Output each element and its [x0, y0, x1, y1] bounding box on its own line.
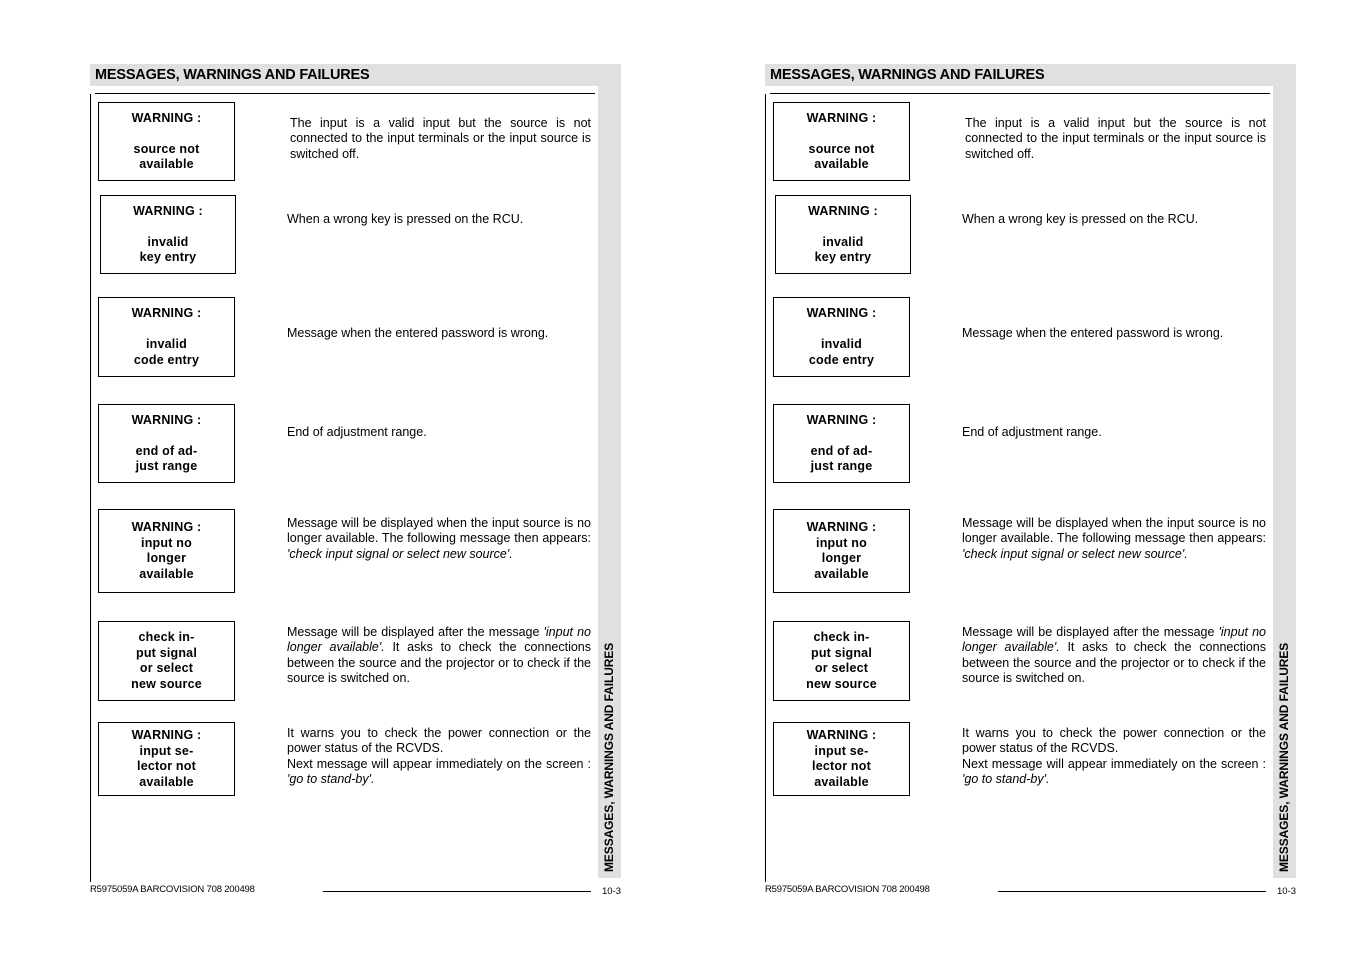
message-box-line: put signal — [810, 645, 873, 660]
description-text: When a wrong key is pressed on the RCU. — [962, 212, 1199, 226]
message-box-line: or select — [139, 661, 194, 675]
message-box — [98, 722, 235, 796]
message-box-line — [774, 126, 909, 142]
message-box — [773, 621, 910, 701]
footer-divider — [323, 891, 591, 892]
message-description — [962, 212, 1266, 227]
footer-doc-ref: R5975059A BARCOVISION 708 200498 — [90, 884, 255, 895]
message-box-line: longer — [146, 551, 187, 565]
message-box — [773, 102, 910, 181]
header-divider — [770, 93, 1270, 94]
message-box-line: source not — [808, 141, 875, 156]
message-box-line — [99, 322, 234, 338]
description-text: Message will be displayed after the message — [962, 625, 1219, 639]
description-text: The input is a valid input but the source is not connected to the input terminals or the input source is switched off. — [965, 116, 1266, 161]
message-description — [287, 212, 591, 227]
message-box-line: WARNING : — [131, 520, 202, 534]
quoted-message-text: 'check input signal or select new source'. — [287, 546, 513, 561]
message-box — [98, 621, 235, 701]
document-page-right — [675, 0, 1350, 954]
message-description — [965, 116, 1266, 162]
message-box — [98, 102, 235, 181]
message-box-line: check in- — [813, 630, 870, 644]
message-box — [98, 509, 235, 593]
message-box — [773, 722, 910, 796]
message-box-line: WARNING : — [806, 412, 877, 427]
message-box-line: check in- — [138, 630, 195, 644]
message-box-line: input se- — [139, 743, 194, 758]
message-box-line: available — [814, 157, 869, 171]
description-text: It asks to check the connections between the source and the projector or to check if the source is switched on. — [287, 640, 592, 685]
message-box-line: lector not — [137, 759, 196, 773]
page-title: MESSAGES, WARNINGS AND FAILURES — [770, 67, 1045, 83]
message-box-line: invalid — [822, 234, 864, 249]
footer-divider — [998, 891, 1266, 892]
description-text: Message when the entered password is wrong. — [287, 326, 549, 340]
message-box-line: WARNING : — [806, 110, 877, 125]
message-box-line — [774, 322, 909, 338]
message-description — [962, 425, 1266, 440]
side-tab-label: MESSAGES, WARNINGS AND FAILURES — [602, 642, 616, 872]
message-description — [962, 326, 1266, 341]
quoted-message-text: 'go to stand-by'. — [962, 771, 1050, 786]
message-description — [287, 516, 591, 562]
message-box-line: WARNING : — [808, 203, 878, 218]
description-text: Message will be displayed when the input source is no longer available. The following message then appears: — [287, 516, 591, 546]
header-divider — [95, 93, 595, 94]
message-box — [100, 195, 236, 274]
message-description — [287, 625, 591, 686]
description-text: It warns you to check the power connection or the power status of the RCVDS. — [962, 726, 1266, 756]
message-description — [287, 425, 591, 440]
footer-page-number: 10-3 — [602, 886, 622, 897]
left-margin-rule — [765, 94, 766, 882]
message-box-line: end of ad- — [135, 443, 198, 458]
message-box-line — [774, 428, 909, 444]
message-box-line: WARNING : — [806, 728, 877, 742]
message-box-line: available — [139, 774, 194, 789]
message-box-line: input se- — [814, 743, 869, 758]
message-box-line: new source — [131, 676, 202, 691]
message-box-line: new source — [806, 676, 877, 691]
message-box-line: WARNING : — [133, 203, 203, 218]
document-page-left — [0, 0, 675, 954]
description-text: Next message will appear immediately on the screen : — [962, 756, 1266, 771]
message-box — [773, 297, 910, 377]
description-text: End of adjustment range. — [287, 425, 427, 439]
message-box-line — [101, 219, 235, 235]
message-box-line: invalid — [821, 337, 862, 351]
message-box-line: invalid — [146, 337, 187, 351]
quoted-message-text: 'check input signal or select new source'. — [962, 546, 1188, 561]
message-box-line: code entry — [133, 352, 200, 367]
message-box-line: WARNING : — [806, 520, 877, 534]
description-text: Message when the entered password is wrong. — [962, 326, 1224, 340]
message-box-line — [776, 219, 910, 235]
quoted-message-text: 'go to stand-by'. — [287, 771, 375, 786]
message-box-line: source not — [133, 141, 200, 156]
message-box-line: lector not — [812, 759, 871, 773]
message-description — [962, 625, 1266, 686]
message-box-line: WARNING : — [131, 110, 202, 125]
message-box-line: WARNING : — [806, 306, 877, 320]
message-box — [98, 404, 235, 483]
message-box-line: WARNING : — [131, 306, 202, 320]
quoted-message-text: 'input no longer available'. — [962, 625, 1266, 655]
message-box-line: longer — [821, 551, 862, 565]
message-description — [287, 726, 591, 787]
message-box — [773, 404, 910, 483]
message-box-line — [99, 126, 234, 142]
message-box-line: available — [139, 157, 194, 171]
message-box-line: available — [814, 566, 869, 581]
message-box-line: key entry — [139, 250, 197, 264]
message-box-line — [99, 428, 234, 444]
description-text: When a wrong key is pressed on the RCU. — [287, 212, 524, 226]
footer-page-number: 10-3 — [1277, 886, 1297, 897]
message-box-line: just range — [810, 459, 873, 473]
message-box-line: available — [814, 774, 869, 789]
message-description — [287, 326, 591, 341]
message-box-line: or select — [814, 661, 869, 675]
description-text: It asks to check the connections between the source and the projector or to check if the source is switched on. — [962, 640, 1267, 685]
description-text: The input is a valid input but the source is not connected to the input terminals or the input source is switched off. — [290, 116, 591, 161]
message-description — [290, 116, 591, 162]
message-box — [773, 509, 910, 593]
side-tab-label: MESSAGES, WARNINGS AND FAILURES — [1277, 642, 1291, 872]
description-text: Next message will appear immediately on the screen : — [287, 756, 591, 771]
message-box-line: WARNING : — [131, 728, 202, 742]
description-text: End of adjustment range. — [962, 425, 1102, 439]
left-margin-rule — [90, 94, 91, 882]
message-box — [98, 297, 235, 377]
message-description — [962, 726, 1266, 787]
message-box-line: WARNING : — [131, 412, 202, 427]
message-box-line: available — [139, 566, 194, 581]
message-box-line: input no — [141, 535, 192, 550]
message-description — [962, 516, 1266, 562]
message-box-line: code entry — [808, 352, 875, 367]
page-title: MESSAGES, WARNINGS AND FAILURES — [95, 67, 370, 83]
description-text: Message will be displayed when the input source is no longer available. The following message then appears: — [962, 516, 1266, 546]
message-box — [775, 195, 911, 274]
message-box-line: invalid — [147, 234, 189, 249]
message-box-line: just range — [135, 459, 198, 473]
message-box-line: put signal — [135, 645, 198, 660]
footer-doc-ref: R5975059A BARCOVISION 708 200498 — [765, 884, 930, 895]
description-text: Message will be displayed after the message — [287, 625, 544, 639]
quoted-message-text: 'input no longer available'. — [287, 625, 591, 655]
description-text: It warns you to check the power connection or the power status of the RCVDS. — [287, 726, 591, 756]
message-box-line: input no — [816, 535, 867, 550]
message-box-line: key entry — [814, 250, 872, 264]
message-box-line: end of ad- — [810, 443, 873, 458]
